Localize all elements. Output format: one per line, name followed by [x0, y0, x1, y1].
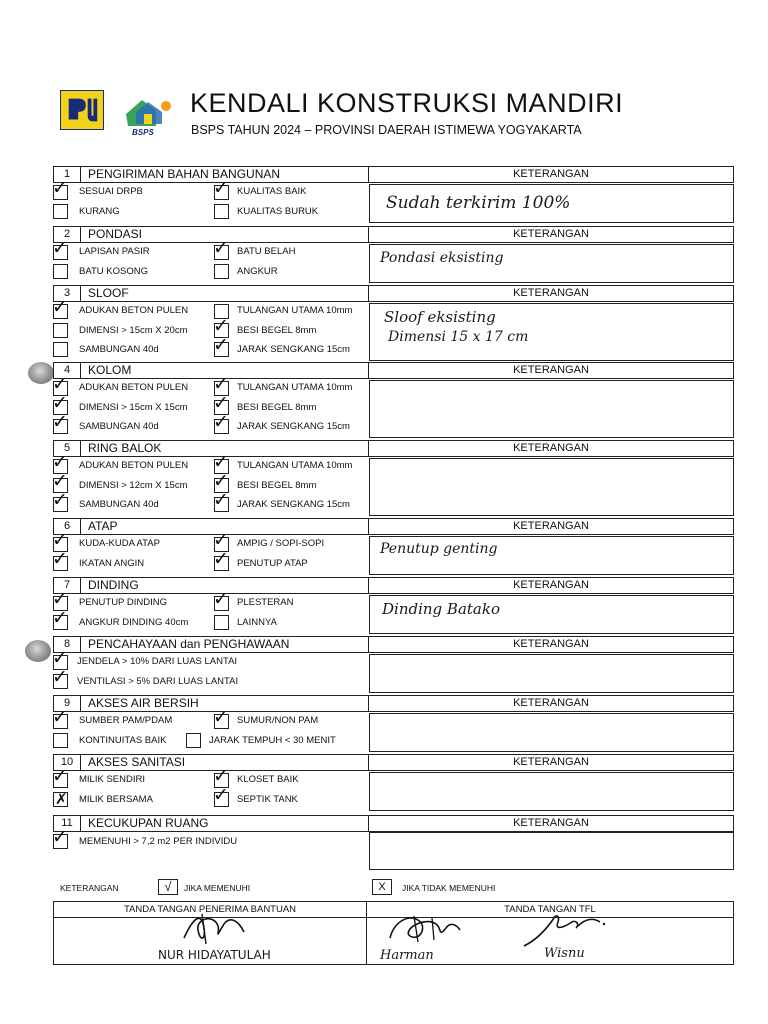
section-title: AKSES AIR BERSIH [88, 696, 199, 710]
legend-cross-box: X [372, 879, 392, 895]
item-label: ADUKAN BETON PULEN [79, 305, 189, 316]
section-header [53, 440, 734, 457]
section-number: 4 [54, 363, 81, 378]
checkbox[interactable]: ✓ [52, 296, 68, 318]
page-subtitle: BSPS TAHUN 2024 – PROVINSI DAERAH ISTIMEWA YOGYAKARTA [191, 123, 582, 137]
item-label: TULANGAN UTAMA 10mm [237, 305, 353, 316]
section-header [53, 226, 734, 243]
keterangan-header: KETERANGAN [513, 168, 589, 180]
checkbox[interactable]: ✓ [213, 237, 229, 259]
item-label: SAMBUNGAN 40d [79, 421, 159, 432]
section-number: 3 [54, 286, 81, 301]
page-title: KENDALI KONSTRUKSI MANDIRI [190, 88, 624, 118]
recipient-signature [174, 910, 254, 946]
pu-logo [60, 90, 104, 130]
item-label: MEMENUHI > 7,2 m2 PER INDIVIDU [79, 836, 238, 847]
checkbox[interactable] [214, 615, 229, 630]
checkbox[interactable] [214, 204, 229, 219]
item-label: ADUKAN BETON PULEN [79, 460, 189, 471]
checkbox[interactable]: ✓ [52, 451, 68, 473]
checkbox[interactable]: ✓ [213, 373, 229, 395]
section-title: PENCAHAYAAN dan PENGHAWAAN [88, 637, 290, 651]
item-label: MILIK BERSAMA [79, 794, 153, 805]
checkbox[interactable]: ✓ [213, 315, 229, 337]
handwritten-note: Pondasi eksisting [380, 250, 504, 266]
keterangan-header: KETERANGAN [513, 756, 589, 768]
section-header [53, 518, 734, 535]
item-label: JARAK SENGKANG 15cm [237, 499, 350, 510]
bsps-logo [122, 92, 178, 136]
item-label: KLOSET BAIK [237, 774, 299, 785]
item-label: TULANGAN UTAMA 10mm [237, 382, 353, 393]
item-label: SEPTIK TANK [237, 794, 298, 805]
checkbox[interactable]: ✓ [213, 470, 229, 492]
item-label: DIMENSI > 12cm X 15cm [79, 480, 188, 491]
handwritten-note: Dimensi 15 x 17 cm [388, 329, 529, 345]
checkbox[interactable]: ✓ [52, 489, 68, 511]
item-label: MILIK SENDIRI [79, 774, 145, 785]
section-title: DINDING [88, 578, 139, 592]
section-number: 7 [54, 578, 81, 593]
note-box[interactable] [369, 772, 734, 811]
checkbox[interactable] [53, 342, 68, 357]
item-label: JENDELA > 10% DARI LUAS LANTAI [77, 656, 238, 667]
note-box[interactable] [369, 595, 734, 634]
keterangan-header: KETERANGAN [513, 697, 589, 709]
section-title: AKSES SANITASI [88, 755, 186, 769]
checkbox[interactable]: ✓ [213, 411, 229, 433]
tfl-signature-1 [384, 912, 464, 946]
section-number: 8 [54, 637, 81, 652]
checkbox[interactable] [214, 264, 229, 279]
item-label: BESI BEGEL 8mm [237, 480, 317, 491]
section-title: SLOOF [88, 286, 129, 300]
item-label: PENUTUP DINDING [79, 597, 167, 608]
keterangan-header: KETERANGAN [513, 579, 589, 591]
item-label: BATU BELAH [237, 246, 296, 257]
section-header [53, 754, 734, 771]
checkbox[interactable] [53, 733, 68, 748]
checkbox[interactable]: ✓ [52, 826, 68, 848]
checkbox[interactable] [186, 733, 201, 748]
section-number: 11 [54, 816, 81, 831]
checkbox[interactable]: ✗ [55, 790, 68, 808]
note-box[interactable] [369, 184, 734, 223]
note-box[interactable] [369, 380, 734, 438]
legend-check-box: √ [158, 879, 178, 895]
keterangan-header: KETERANGAN [513, 817, 589, 829]
note-box[interactable] [369, 832, 734, 870]
checkbox[interactable]: ✓ [52, 588, 68, 610]
checkbox[interactable]: ✓ [52, 765, 68, 787]
item-label: KURANG [79, 206, 120, 217]
note-box[interactable] [369, 303, 734, 361]
item-label: ANGKUR [237, 266, 278, 277]
section-title: KECUKUPAN RUANG [88, 816, 209, 830]
legend-cross-text: JIKA TIDAK MEMENUHI [402, 883, 496, 893]
tfl-name-1: Harman [380, 948, 434, 963]
section-header [53, 815, 734, 832]
tfl-name-2: Wisnu [544, 946, 585, 961]
note-box[interactable] [369, 458, 734, 516]
item-label: PLESTERAN [237, 597, 294, 608]
checkbox[interactable]: ✓ [52, 411, 68, 433]
checkbox[interactable]: ✓ [52, 177, 68, 199]
item-label: PENUTUP ATAP [237, 558, 308, 569]
section-title: PONDASI [88, 227, 143, 241]
note-box[interactable] [369, 713, 734, 752]
item-label: LAINNYA [237, 617, 277, 628]
checkbox[interactable]: ✓ [213, 177, 229, 199]
item-label: ANGKUR DINDING 40cm [79, 617, 189, 628]
handwritten-note: Dinding Batako [382, 600, 500, 618]
item-label: JARAK TEMPUH < 30 MENIT [209, 735, 336, 746]
keterangan-header: KETERANGAN [513, 520, 589, 532]
handwritten-note: Sloof eksisting [384, 308, 496, 326]
checkbox[interactable]: ✓ [213, 784, 229, 806]
item-label: LAPISAN PASIR [79, 246, 150, 257]
item-label: SAMBUNGAN 40d [79, 344, 159, 355]
item-label: ADUKAN BETON PULEN [79, 382, 189, 393]
checkbox[interactable]: ✓ [213, 548, 229, 570]
item-label: AMPIG / SOPI-SOPI [237, 538, 325, 549]
item-label: DIMENSI > 15cm X 20cm [79, 325, 188, 336]
checkbox[interactable]: ✓ [213, 765, 229, 787]
note-box[interactable] [369, 244, 734, 283]
checkbox[interactable]: ✓ [52, 706, 68, 728]
item-label: TULANGAN UTAMA 10mm [237, 460, 353, 471]
checkbox[interactable]: ✓ [52, 666, 68, 688]
punch-hole [28, 362, 54, 384]
punch-hole [25, 640, 51, 662]
item-label: KUDA-KUDA ATAP [79, 538, 160, 549]
signature-table [53, 901, 734, 965]
section-number: 10 [54, 755, 81, 770]
keterangan-header: KETERANGAN [513, 442, 589, 454]
section-title: ATAP [88, 519, 118, 533]
item-label: JARAK SENGKANG 15cm [237, 344, 350, 355]
item-label: DIMENSI > 15cm X 15cm [79, 402, 188, 413]
section-number: 1 [54, 167, 81, 182]
checkbox[interactable]: ✓ [213, 706, 229, 728]
item-label: BESI BEGEL 8mm [237, 402, 317, 413]
handwritten-note: Sudah terkirim 100% [386, 193, 571, 213]
keterangan-header: KETERANGAN [513, 638, 589, 650]
keterangan-header: KETERANGAN [513, 287, 589, 299]
checkbox[interactable]: ✓ [52, 548, 68, 570]
checkbox[interactable]: ✓ [213, 588, 229, 610]
note-box[interactable] [369, 654, 734, 693]
signature-header-recipient: TANDA TANGAN PENERIMA BANTUAN [123, 904, 297, 915]
item-label: SAMBUNGAN 40d [79, 499, 159, 510]
checkbox[interactable] [53, 323, 68, 338]
item-label: BESI BEGEL 8mm [237, 325, 317, 336]
item-label: SESUAI DRPB [79, 186, 143, 197]
section-header [53, 577, 734, 594]
checkbox[interactable]: ✓ [213, 334, 229, 356]
item-label: KONTINUITAS BAIK [79, 735, 167, 746]
svg-text:BSPS: BSPS [132, 128, 154, 136]
checkbox[interactable]: ✓ [213, 392, 229, 414]
legend-label: KETERANGAN [60, 883, 119, 893]
item-label: SUMUR/NON PAM [237, 715, 319, 726]
section-header [53, 362, 734, 379]
item-label: KUALITAS BAIK [237, 186, 307, 197]
section-number: 5 [54, 441, 81, 456]
keterangan-header: KETERANGAN [513, 364, 589, 376]
section-title: PENGIRIMAN BAHAN BANGUNAN [88, 167, 281, 181]
checkbox[interactable]: ✓ [52, 373, 68, 395]
section-header [53, 166, 734, 183]
item-label: IKATAN ANGIN [79, 558, 145, 569]
checkbox[interactable]: ✓ [52, 470, 68, 492]
section-number: 9 [54, 696, 81, 711]
checkbox[interactable]: ✓ [213, 489, 229, 511]
item-label: VENTILASI > 5% DARI LUAS LANTAI [77, 676, 239, 687]
checkbox[interactable]: ✓ [213, 529, 229, 551]
item-label: BATU KOSONG [79, 266, 148, 277]
checkbox[interactable]: ✓ [52, 607, 68, 629]
note-box[interactable] [369, 536, 734, 575]
checkbox[interactable]: ✓ [52, 392, 68, 414]
checkbox[interactable]: ✓ [52, 647, 68, 669]
handwritten-note: Penutup genting [380, 541, 498, 557]
checkbox[interactable]: ✓ [213, 451, 229, 473]
legend-check-text: JIKA MEMENUHI [184, 883, 251, 893]
section-number: 2 [54, 227, 81, 242]
section-header [53, 695, 734, 712]
keterangan-header: KETERANGAN [513, 228, 589, 240]
recipient-name: NUR HIDAYATULAH [158, 948, 271, 962]
checkbox[interactable] [53, 264, 68, 279]
checkbox[interactable]: ✓ [52, 237, 68, 259]
section-header [53, 285, 734, 302]
section-header [53, 636, 734, 653]
item-label: KUALITAS BURUK [237, 206, 319, 217]
signature-header-tfl: TANDA TANGAN TFL [504, 904, 596, 915]
item-label: SUMBER PAM/PDAM [79, 715, 173, 726]
section-number: 6 [54, 519, 81, 534]
checkbox[interactable]: ✓ [52, 529, 68, 551]
item-label: JARAK SENGKANG 15cm [237, 421, 350, 432]
section-title: KOLOM [88, 363, 132, 377]
section-title: RING BALOK [88, 441, 162, 455]
checkbox[interactable] [53, 204, 68, 219]
